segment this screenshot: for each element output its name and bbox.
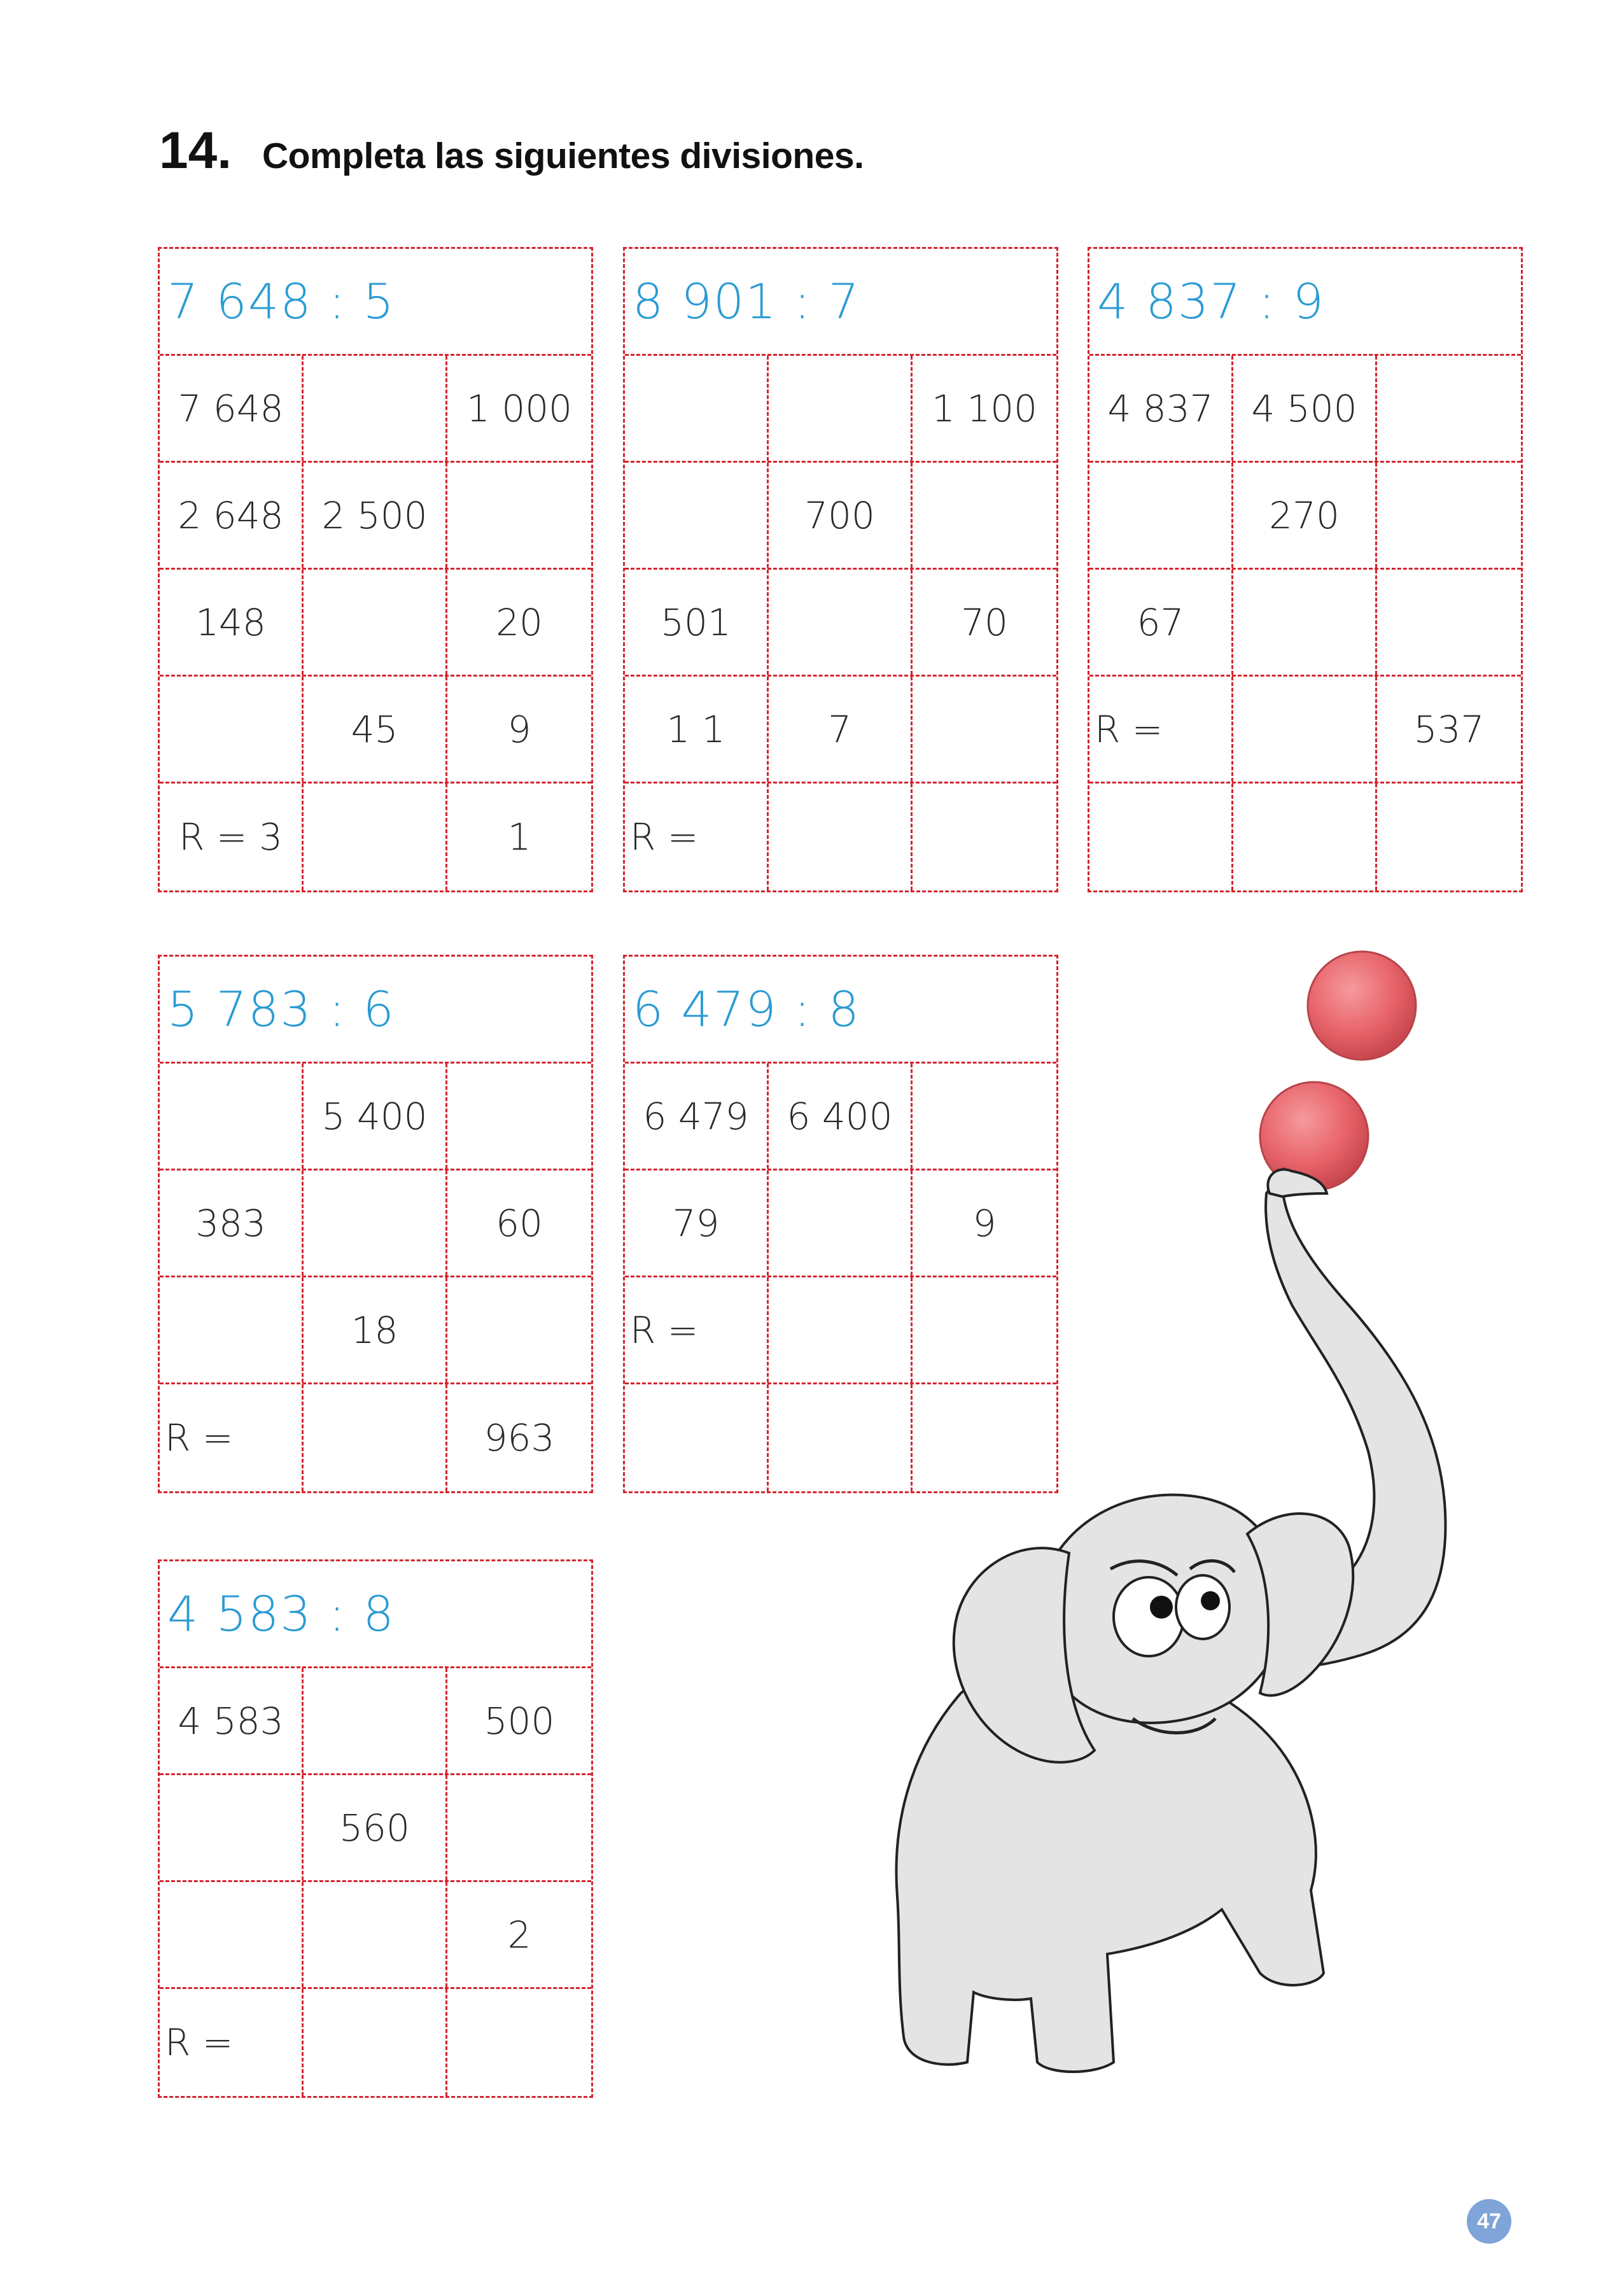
grid-cell[interactable]: 501: [625, 570, 769, 675]
grid-cell[interactable]: 2 500: [304, 463, 447, 568]
table-row: [625, 677, 1056, 784]
grid-cell[interactable]: [1089, 463, 1233, 568]
grid-cell[interactable]: 148: [160, 570, 304, 675]
grid-cell[interactable]: 7: [769, 677, 913, 782]
grid-cell[interactable]: 79: [625, 1171, 769, 1276]
grid-cell[interactable]: 6 479: [625, 1064, 769, 1169]
ball-icon: [1308, 952, 1416, 1060]
remainder-cell[interactable]: R =: [625, 1277, 769, 1382]
grid-cell[interactable]: 5 400: [304, 1064, 447, 1169]
table-row: [160, 1064, 591, 1171]
grid-cell[interactable]: [913, 463, 1056, 568]
grid-cell[interactable]: 60: [496, 1201, 543, 1245]
grid-cell[interactable]: [447, 1064, 591, 1169]
grid-cell[interactable]: 9: [972, 1201, 997, 1245]
grid-cell[interactable]: [625, 356, 769, 461]
grid-cell[interactable]: [160, 1882, 304, 1987]
grid-cell[interactable]: 6 400: [769, 1064, 913, 1169]
grid-cell[interactable]: 4 837: [1089, 356, 1233, 461]
table-row: [160, 1775, 591, 1882]
grid-cell[interactable]: [447, 1775, 591, 1880]
grid-cell[interactable]: [769, 784, 913, 890]
grid-cell[interactable]: 4 583: [160, 1668, 304, 1773]
grid-cell[interactable]: 1: [507, 815, 531, 859]
grid-cell[interactable]: 2 648: [160, 463, 304, 568]
grid-cell[interactable]: [304, 1882, 447, 1987]
grid-cell[interactable]: 45: [304, 677, 447, 782]
grid-cell[interactable]: 270: [1233, 463, 1377, 568]
grid-cell[interactable]: [1233, 677, 1377, 782]
grid-cell[interactable]: [304, 1384, 447, 1491]
table-row: [160, 1989, 591, 2096]
division-title: 5 783 : 6: [160, 957, 591, 1064]
grid-cell[interactable]: [304, 1989, 447, 2096]
table-row: [160, 677, 591, 784]
page-number-badge: 47: [1467, 2199, 1511, 2244]
grid-cell[interactable]: [160, 1064, 304, 1169]
division-grid-2: [623, 247, 1058, 892]
grid-cell[interactable]: 1 1: [625, 677, 769, 782]
grid-cell[interactable]: [1377, 784, 1521, 890]
grid-cell[interactable]: [1377, 570, 1521, 675]
table-row: [160, 356, 591, 463]
grid-cell[interactable]: 2: [507, 1913, 531, 1957]
table-row: [160, 463, 591, 570]
remainder-cell[interactable]: R = 3: [160, 784, 304, 890]
grid-cell[interactable]: [1233, 784, 1377, 890]
table-row: [1089, 677, 1521, 784]
grid-cell[interactable]: [304, 1668, 447, 1773]
grid-cell[interactable]: [160, 677, 304, 782]
grid-cell[interactable]: [913, 784, 1056, 890]
grid-cell[interactable]: [447, 1989, 591, 2096]
grid-cell[interactable]: [304, 784, 447, 890]
grid-cell[interactable]: [304, 1171, 447, 1276]
grid-cell[interactable]: 963: [484, 1416, 555, 1459]
table-row: [1089, 784, 1521, 890]
grid-cell[interactable]: [625, 463, 769, 568]
division-grid-1: [158, 247, 593, 892]
grid-cell[interactable]: 7 648: [160, 356, 304, 461]
remainder-cell[interactable]: R =: [625, 784, 769, 890]
grid-cell[interactable]: [1377, 463, 1521, 568]
remainder-cell[interactable]: R =: [160, 1989, 304, 2096]
grid-cell[interactable]: [769, 570, 913, 675]
eye-icon: [1114, 1577, 1184, 1656]
table-row: [625, 570, 1056, 677]
grid-cell[interactable]: 700: [769, 463, 913, 568]
grid-cell[interactable]: [769, 356, 913, 461]
grid-cell[interactable]: [447, 463, 591, 568]
division-grid-3: [1088, 247, 1523, 892]
exercise-heading: [159, 121, 864, 185]
grid-cell[interactable]: [1089, 784, 1233, 890]
exercise-number: 14.: [159, 122, 232, 179]
grid-cell[interactable]: 70: [961, 600, 1008, 644]
grid-cell[interactable]: [913, 677, 1056, 782]
grid-cell[interactable]: [304, 570, 447, 675]
table-row: [625, 356, 1056, 463]
grid-cell[interactable]: 4 500: [1233, 356, 1377, 461]
division-grid-6: [158, 1559, 593, 2098]
grid-cell[interactable]: 9: [507, 707, 531, 751]
grid-cell[interactable]: 1 000: [466, 386, 573, 430]
division-title: 8 901 : 7: [625, 249, 1056, 356]
remainder-cell[interactable]: R =: [160, 1384, 304, 1491]
table-row: [160, 1171, 591, 1277]
table-row: [1089, 463, 1521, 570]
table-row: [1089, 356, 1521, 463]
grid-cell[interactable]: [447, 1277, 591, 1382]
table-row: [625, 784, 1056, 890]
grid-cell[interactable]: 537: [1413, 707, 1485, 751]
table-row: [625, 463, 1056, 570]
table-row: [160, 1277, 591, 1384]
grid-cell[interactable]: 20: [496, 600, 543, 644]
grid-cell[interactable]: 1 100: [932, 386, 1038, 430]
division-grid-4: [158, 955, 593, 1493]
grid-cell[interactable]: 560: [304, 1775, 447, 1880]
division-title: 7 648 : 5: [160, 249, 591, 356]
grid-cell[interactable]: 500: [484, 1699, 555, 1743]
grid-cell[interactable]: 67: [1089, 570, 1233, 675]
table-row: [160, 1668, 591, 1775]
eye-icon: [1176, 1575, 1229, 1639]
grid-cell[interactable]: [1233, 570, 1377, 675]
table-row: [160, 1882, 591, 1989]
grid-cell[interactable]: 18: [304, 1277, 447, 1382]
table-row: [160, 1384, 591, 1491]
table-row: [160, 570, 591, 677]
division-title: 4 583 : 8: [160, 1561, 591, 1668]
grid-cell[interactable]: [304, 356, 447, 461]
grid-cell[interactable]: 383: [160, 1171, 304, 1276]
grid-cell[interactable]: [160, 1775, 304, 1880]
division-title: 6 479 : 8: [625, 957, 1056, 1064]
remainder-cell[interactable]: R =: [1089, 677, 1233, 782]
grid-cell[interactable]: [1377, 356, 1521, 461]
grid-cell[interactable]: [160, 1277, 304, 1382]
table-row: [1089, 570, 1521, 677]
exercise-instruction: Completa las siguientes divisiones.: [262, 136, 864, 176]
elephant-illustration: [687, 942, 1515, 2120]
table-row: [160, 784, 591, 890]
division-title: 4 837 : 9: [1089, 249, 1521, 356]
